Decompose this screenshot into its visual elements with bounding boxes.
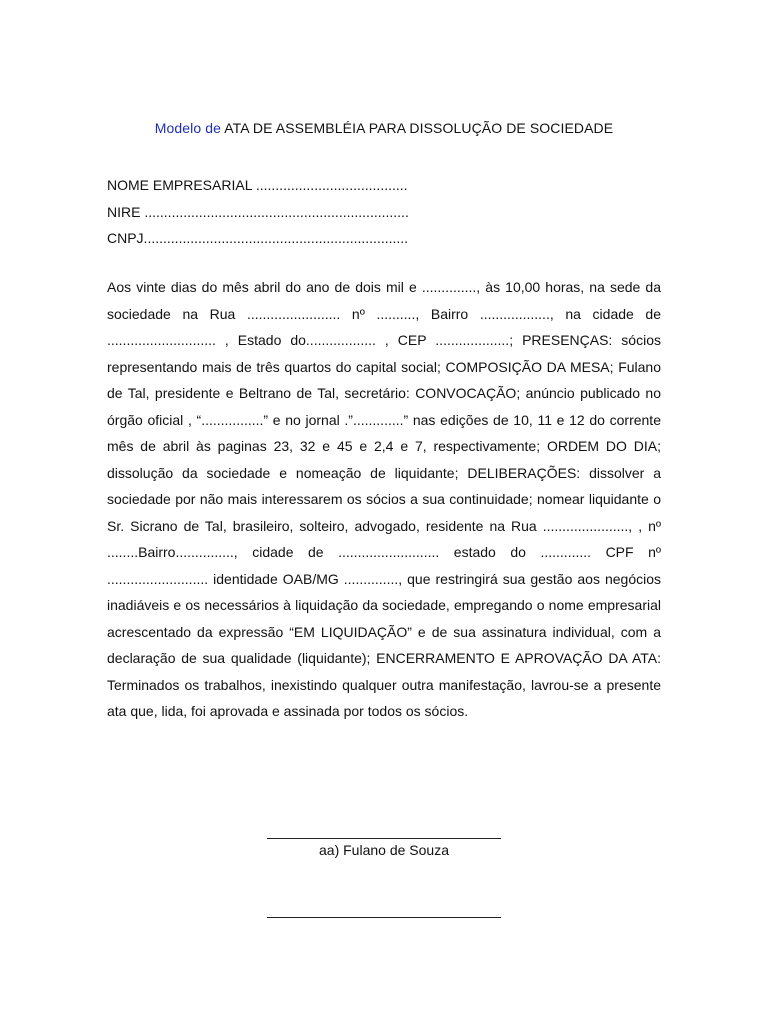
signature-name: aa) Fulano de Souza: [319, 842, 449, 858]
company-fields: [107, 172, 667, 252]
field-cnpj: CNPJ....................................................................: [107, 230, 409, 246]
signature-block-2: [0, 903, 768, 923]
signature-line: [267, 838, 501, 839]
field-nire: NIRE ....................................................................: [107, 203, 409, 220]
document-title: [0, 118, 768, 138]
title-prefix: Modelo de: [154, 120, 222, 136]
field-nome-empresarial: NOME EMPRESARIAL .......................................: [107, 177, 408, 193]
title-main: ATA DE ASSEMBLÉIA PARA DISSOLUÇÃO DE SOCIEDADE: [224, 120, 614, 136]
minutes-body-paragraph: Aos vinte dias do mês abril do ano de dois mil e .............., às 10,00 horas, na sede da sociedade na Rua ........................ nº .........., Bairro .................., na cidade de ............................ , Estado do.................. , CEP ...................; PRESENÇAS: sócios representando mais de três quartos do capital social; COMPOSIÇÃO DA MESA; Fulano de Tal, presidente e Beltrano de Tal, secretário: CONVOCAÇÃO; anúncio publicado no órgão oficial , “................” e no jornal .”.............” nas edições de 10, 11 e 12 do corrente mês de abril às paginas 23, 32 e 45 e 2,4 e 7, respectivamente; ORDEM DO DIA; dissolução da sociedade e nomeação de liquidante; DELIBERAÇÕES: dissolver a sociedade por não mais interessarem os sócios a sua continuidade; nomear liquidante o Sr. Sicrano de Tal, brasileiro, solteiro, advogado, residente na Rua ......................, , nº ........Bairro..............., cidade de .......................... estado do ............. CPF nº .......................... identidade OAB/MG .............., que restringirá sua gestão aos negócios inadiáveis e os necessários à liquidação da sociedade, empregando o nome empresarial acrescentado da expressão “EM LIQUIDAÇÃO” e de sua assinatura individual, com a declaração de sua qualidade (liquidante); ENCERRAMENTO E APROVAÇÃO DA ATA: Terminados os trabalhos, inexistindo qualquer outra manifestação, lavrou-se a presente ata que, lida, foi aprovada e assinada por todos os sócios.: [107, 279, 661, 719]
signature-line: [267, 917, 501, 918]
